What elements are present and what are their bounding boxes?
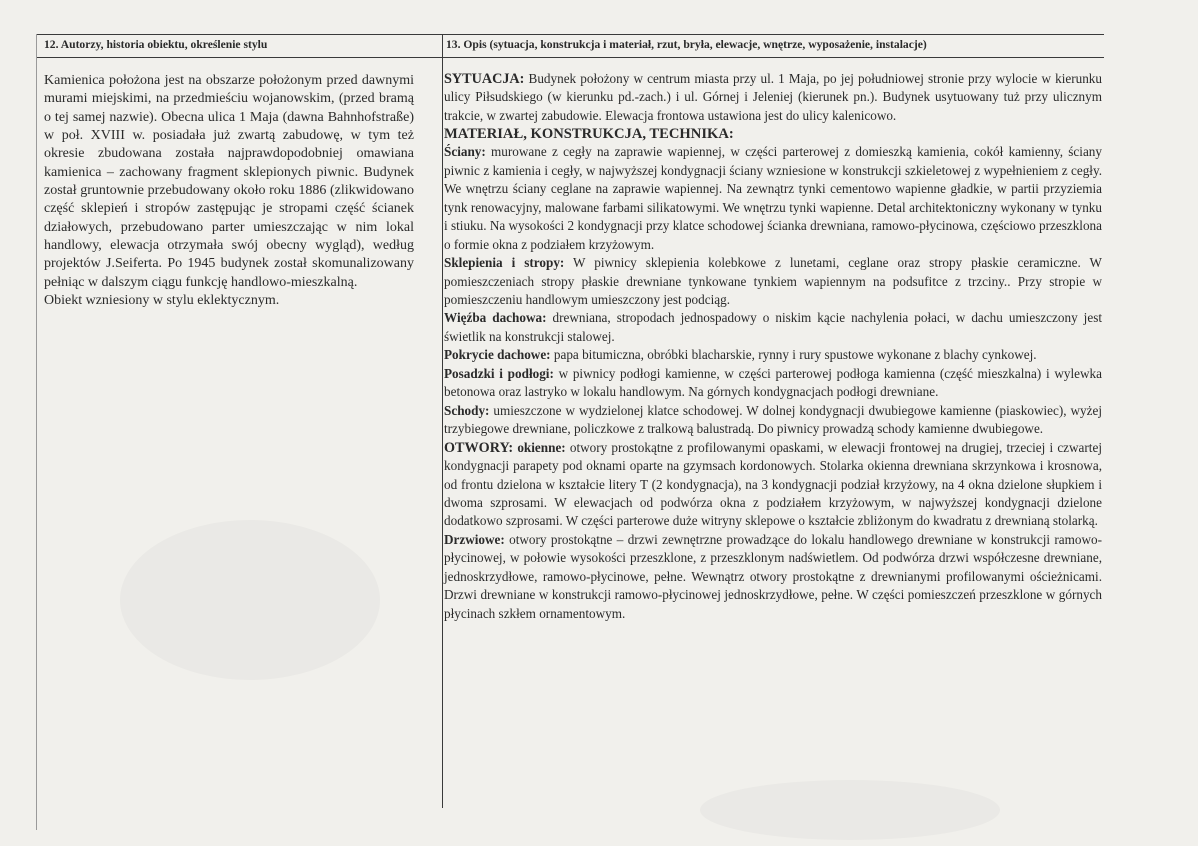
schody-label: Schody: [444,402,490,418]
sytuacja-text: Budynek położony w centrum miasta przy ul. 1 Maja, po jej południowej stronie przy wylocie w kierunku ulicy Piłsudskiego (w kierunku pd.-zach.) i ul. Górnej i Jeleniej (kierunek pn.). Budynek usytuowany tuż przy ulicznym trakcie, w zwartej zabudowie. Elewacja frontowa ustawiona jest do ulicy kalenicowo. [444,71,1102,123]
okienne-label: okienne: [513,439,566,455]
otwory-label: OTWORY: [444,439,514,456]
drzwiowe-text: otwory prostokątne – drzwi zewnętrzne prowadzące do lokalu handlowego drewniane w konstrukcji ramowo-płycinowej, w połowie wysokości przeszklone, z przeszklonym nadświetlem. Od podwórza drzwi współczesne drewniane, jednoskrzydłowe, ramowo-płycinowe, pełne. Wewnątrz otwory prostokątne z drewnianymi profilowanymi ościeżnicami. Drzwi drewniane w konstrukcji ramowo-płycinowej jednoskrzydłowe, pełne. W części pomieszczeń przeszklone w górnych płycinach szkłem ornamentowym. [444,531,1102,621]
column-divider [442,34,443,808]
sytuacja-paragraph [444,70,1102,125]
history-column [44,72,414,310]
drzwiowe-label: Drzwiowe: [444,531,505,547]
material-heading: MATERIAŁ, KONSTRUKCJA, TECHNIKA: [444,126,734,143]
sciany-text: murowane z cegły na zaprawie wapiennej, w części parterowej z domieszką kamienia, cokół kamienny, ściany piwnic z kamienia i cegły, w najwyższej kondygnacji ściany wzniesione w konstrukcji szkieletowej z wypełnieniem z cegły. We wnętrzu ściany ceglane na zaprawie wapiennej. Na zewnątrz tynki cementowo wapienne gładkie, w partii przyziemia tynk renowacyjny, malowane farbami silikatowymi. We wnętrzu tynki wapienne. Detal architektoniczny wykonany w tynku i stiuku. Na wysokości 2 kondygnacji przy klatce schodowej ścianka drewniana, ramowo-płycinowa, częściowo przeszklona o formie okna z podziałem krzyżowym. [444,144,1102,252]
scan-smudge [700,780,1000,840]
wiezba-text: drewniana, stropodach jednospadowy o niskim kącie nachylenia połaci, w dachu umieszczony jest świetlik na konstrukcji stalowej. [444,310,1102,344]
description-column [444,70,1102,623]
scan-smudge [120,520,380,680]
history-paragraph: Kamienica położona jest na obszarze położonym przed dawnymi murami miejskimi, na przedmieściu wojanowskim, (przed bramą o tej samej nazwie). Obecna ulica 1 Maja (dawna Bahnhofstraße) w poł. XVIII w. posiadała już zwartą zabudowę, w tym też okresie zbudowana została najprawdopodobniej omawiana kamienica – zachowany fragment sklepionych piwnic. Budynek został gruntownie przebudowany około roku 1886 (zlikwidowano część sklepień i stropów zastępując je stropami część ścianek działowych, przebudowano parter umieszczając w nim lokal handlowy, elewacja otrzymała swój obecny wygląd), według projektów J.Seiferta. Po 1945 budynek został skomunalizowany pełniąc w dalszym ciągu funkcję handlowo-mieszkalną. [44,73,414,290]
wiezba-label: Więźba dachowa: [444,310,547,326]
schody-text: umieszczone w wydzielonej klatce schodowej. W dolnej kondygnacji dwubiegowe kamienne (piaskowiec), wyżej trzybiegowe drewniane, policzkowe z tralkową balustradą. Do piwnicy prowadzą schody kamienne dwubiegowe. [444,402,1102,437]
sklepienia-paragraph [444,254,1102,309]
posadzki-text: w piwnicy podłogi kamienne, w części parterowej podłoga kamienna (część mieszkalna) i wylewka betonowa oraz lastryko w lokalu handlowym. Na górnych kondygnacjach podłogi drewniane. [444,365,1102,400]
section-12-header: 12. Autorzy, historia obiektu, określenie stylu [44,38,268,51]
otwory-paragraph [444,439,1102,531]
pokrycie-label: Pokrycie dachowe: [444,347,551,363]
table-left-border [36,34,37,830]
sytuacja-label: SYTUACJA: [444,71,525,87]
section-13-header: 13. Opis (sytuacja, konstrukcja i materiał, rzut, bryła, elewacje, wnętrze, wyposażenie, instalacje) [446,38,927,51]
wiezba-paragraph [444,309,1102,346]
sciany-label: Ściany: [444,144,486,160]
pokrycie-paragraph [444,346,1102,364]
sklepienia-label: Sklepienia i stropy: [444,255,565,271]
posadzki-label: Posadzki i podłogi: [444,365,554,381]
sklepienia-text: W piwnicy sklepienia kolebkowe z lunetami, ceglane oraz stropy płaskie ceramiczne. W pomieszczeniach stropy płaskie drewniane tynkowane tynkiem wapiennym na podsufitce z trzciny.. Przy stropie w pomieszczeniu handlowym umieszczony jest podciąg. [444,255,1102,307]
otwory-text: otwory prostokątne z profilowanymi opaskami, w elewacji frontowej na drugiej, trzeciej i czwartej kondygnacji parapety pod oknami oparte na gzymsach kordonowych. Stolarka okienna drewniana skrzynkowa i krosnowa, od frontu dzielona w kształcie litery T (2 kondygnacja), na 3 kondygnacji podział krzyżowy, na 4 okna dzielone słupkiem i dwoma szprosami. W elewacjach od podwórza okna z podziałem krzyżowym, w najwyższej kondygnacji dzielone dodatkowo szprosami. W części parterowe duże witryny sklepowe o kształcie zbliżonym do kwadratu z drewnianą stolarką. [444,439,1102,529]
header-divider [36,57,1104,58]
drzwiowe-paragraph [444,531,1102,623]
posadzki-paragraph [444,365,1102,402]
pokrycie-text: papa bitumiczna, obróbki blacharskie, rynny i rury spustowe wykonane z blachy cynkowej. [550,347,1037,363]
sciany-paragraph [444,143,1102,254]
style-paragraph: Obiekt wzniesiony w stylu eklektycznym. [44,293,280,309]
table-top-border [36,34,1104,35]
schody-paragraph [444,402,1102,439]
